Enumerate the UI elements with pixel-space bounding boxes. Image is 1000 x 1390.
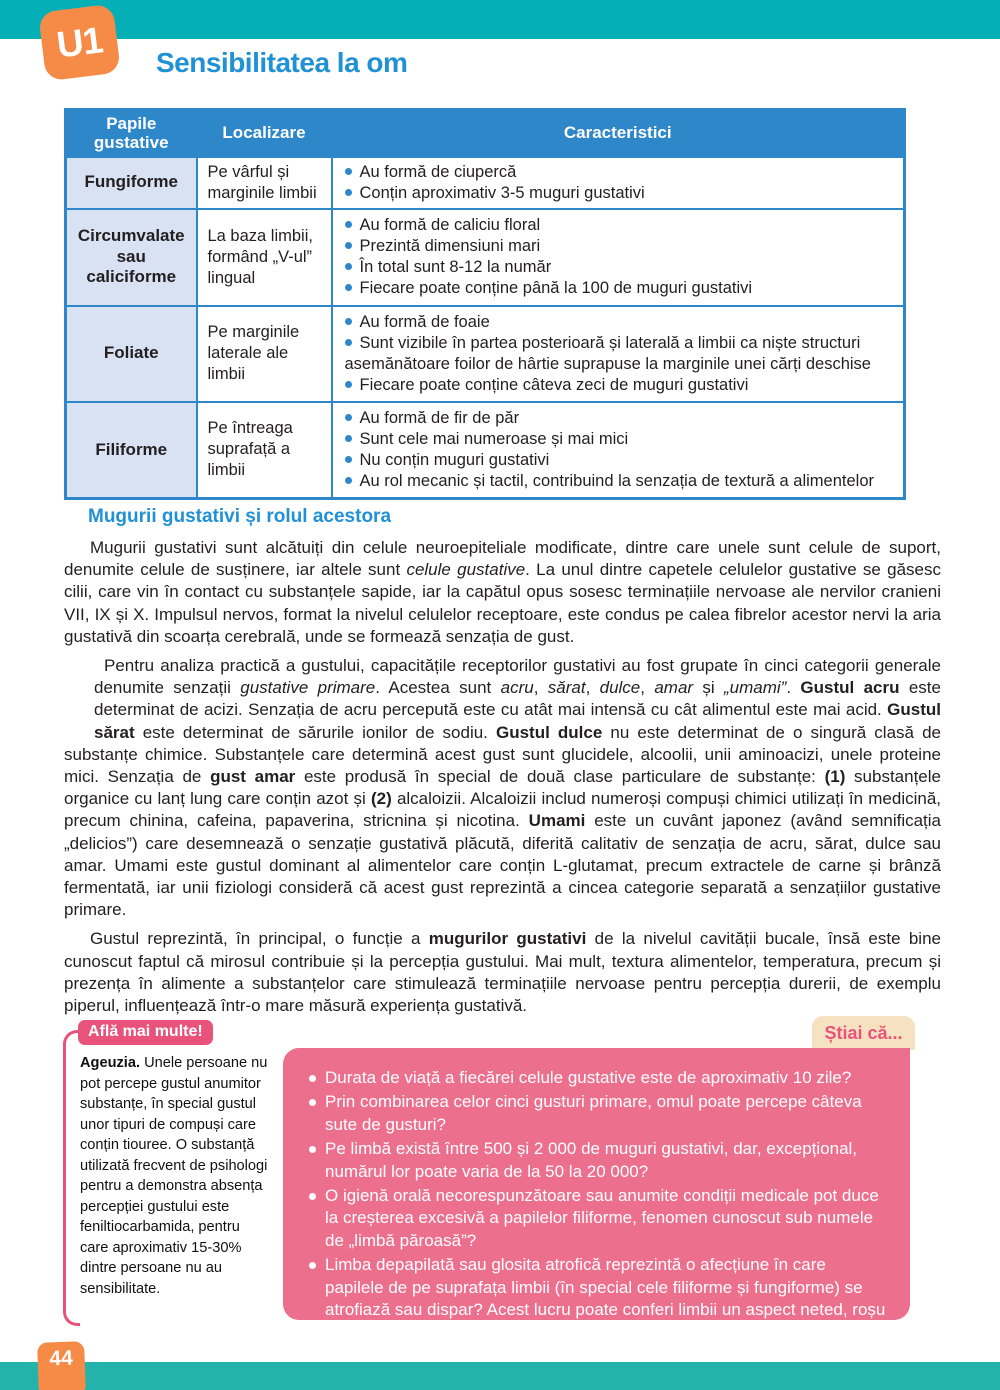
papilla-characteristics: [332, 209, 905, 306]
text-run: este determinat de sărurile ionilor de sodiu.: [134, 722, 496, 742]
characteristic-item: Au formă de caliciu floral: [345, 215, 892, 236]
text-run: Pentru analiza practică a gustului, capacitățile receptorilor gustativi au fost grupate în cinci categorii generale denumite senzații: [94, 656, 941, 698]
text-run: ,: [585, 678, 600, 698]
papillae-table: [64, 108, 906, 500]
characteristic-item: Prezintă dimensiuni mari: [345, 236, 892, 257]
characteristic-item: Au formă de foaie: [345, 312, 892, 333]
unit-badge-label: U1: [54, 18, 105, 66]
italic-text: dulce: [599, 678, 641, 698]
learn-more-body: Unele persoane nu pot percepe gustul anumitor substanțe, în special gustul unor tipuri de compuși care conțin tiouree. O substanță utilizată frecvent de psihologi pentru a demonstra absența percepției gustului este feniltiocarbamida, pentru care aproximativ 15-30% dintre persoane nu au sensibilitate.: [80, 1055, 268, 1297]
papilla-characteristics: [332, 306, 905, 402]
bold-text: gust amar: [210, 767, 296, 787]
text-run: Mugurii gustativi sunt alcătuiți din celule neuroepiteliale modificate, dintre care unele sunt celule de suport, denumite celule de susținere, iar altele sunt: [64, 538, 941, 580]
did-you-know-item: O igienă orală necorespunzătoare sau anumite condiții medicale pot duce la creșterea excesivă a papilelor filiforme, fenomen cunoscut sub numele de „limbă păroasă”?: [307, 1185, 886, 1252]
bold-text: mugurilor gustativi: [428, 929, 587, 949]
papilla-location: La baza limbii, formând „V-ul” lingual: [197, 209, 332, 306]
page-number: 44: [49, 1346, 74, 1371]
column-header-1: Localizare: [197, 110, 332, 157]
papilla-name: Foliate: [66, 306, 197, 402]
papilla-characteristics: [332, 402, 905, 499]
italic-text: acru: [500, 678, 534, 698]
characteristic-item: Nu conțin muguri gustativi: [345, 450, 892, 471]
did-you-know-list: [307, 1067, 886, 1344]
text-run: și: [693, 678, 725, 698]
did-you-know-label: Știai că...: [824, 1022, 903, 1043]
text-run: nu este determinat de o singură clasă de substanțe chimice. Substanțele care determină acest gust sunt glucidele, alcoolii, unii aminoacizi, unele proteine mici. Senzația de: [64, 722, 941, 787]
text-run: .: [786, 678, 801, 698]
italic-text: „umami”: [724, 678, 787, 698]
text-run: . Acestea sunt: [375, 678, 501, 698]
table-row: [66, 157, 905, 209]
top-teal-band: [0, 0, 1000, 39]
table-row: [66, 402, 905, 499]
body-text: [64, 537, 941, 1024]
did-you-know-item: Pe limbă există între 500 și 2 000 de muguri gustativi, dar, excepțional, numărul lor poate varia de la 50 la 20 000?: [307, 1138, 886, 1183]
learn-more-bracket-line: [63, 1030, 80, 1326]
characteristic-item: Sunt cele mai numeroase și mai mici: [345, 429, 892, 450]
column-header-2: Caracteristici: [332, 110, 905, 157]
papilla-location: Pe întreaga suprafață a limbii: [197, 402, 332, 499]
characteristic-item: Conțin aproximativ 3-5 muguri gustativi: [345, 183, 892, 204]
bold-text: Gustul sărat: [94, 700, 941, 742]
characteristic-item: Au formă de ciupercă: [345, 162, 892, 183]
italic-text: sărat: [547, 678, 586, 698]
bottom-teal-band: [0, 1362, 1000, 1390]
unit-badge: [38, 4, 121, 82]
page-number-badge: [37, 1341, 86, 1390]
characteristic-item: Au rol mecanic și tactil, contribuind la senzația de textură a alimentelor: [345, 471, 892, 492]
italic-text: amar: [654, 678, 694, 698]
bold-text: Gustul dulce: [495, 722, 603, 742]
characteristic-item: Sunt vizibile în partea posterioară și laterală a limbii ca niște structuri asemănătoare foilor de hârtie suprapuse la marginile unei cărți deschise: [345, 333, 892, 375]
characteristic-item: Fiecare poate conține până la 100 de muguri gustativi: [345, 278, 892, 299]
paragraph-2-text: [64, 656, 941, 919]
table-row: [66, 209, 905, 306]
paragraph-1-text: [64, 538, 941, 646]
bold-text: (1): [824, 767, 846, 787]
paragraph-3: [64, 928, 941, 1017]
papillae-table-body: [66, 157, 905, 499]
papillae-table-head: [66, 110, 905, 157]
did-you-know-item: Limba depapilată sau glosita atrofică reprezintă o afecțiune în care papilele de pe suprafața limbii (în special cele filiforme și fungiforme) se atrofiază sau dispar? Acest lucru poate conferi limbii un aspect neted, roșu și lucios.: [307, 1254, 886, 1344]
italic-text: gustative primare: [240, 678, 376, 698]
characteristic-item: Fiecare poate conține câteva zeci de muguri gustativi: [345, 375, 892, 396]
page-title: Sensibilitatea la om: [156, 47, 408, 78]
text-run: este determinat de acizi. Senzația de acru percepută este cu atât mai intensă cu cât alimentul este mai acid.: [94, 678, 941, 720]
bold-text: Umami: [528, 811, 586, 831]
papilla-name: Fungiforme: [66, 157, 197, 209]
did-you-know-box: [283, 1048, 910, 1342]
paragraph-3-text: [64, 929, 941, 1015]
table-row: [66, 306, 905, 402]
text-run: ,: [533, 678, 548, 698]
did-you-know-item: Durata de viață a fiecărei celule gustative este de aproximativ 10 zile?: [307, 1067, 886, 1089]
text-run: . La unul dintre capetele celulelor gustative se găsesc cilii, care vin în contact cu substanțele sapide, iar la capătul opus sosesc terminațiile nervoase ale nervilor cranieni VII, IX și X. Impulsul nervos, format la nivelul celulelor receptoare, este condus pe calea fibrelor acestor nervi la aria gustativă din scoarța cerebrală, unde se formează senzația de gust.: [64, 560, 941, 646]
text-run: este un cuvânt japonez (având semnificația „delicios”) care desemnează o senzație gustativă plăcută, diferită calitativ de senzația de acru, sărat, dulce sau amar. Umami este gustul dominant al alimentelor care conțin L-glutamat, precum extractele de carne și brânză fermentată, iar unii fiziologi consideră că acest gust reprezintă a cincea categorie separată a senzațiilor gustative primare.: [64, 811, 941, 920]
papilla-name: Circumvalate sau caliciforme: [66, 209, 197, 306]
papilla-characteristics: [332, 157, 905, 209]
did-you-know-item: Prin combinarea celor cinci gusturi primare, omul poate percepe câteva sute de gusturi?: [307, 1091, 886, 1136]
learn-more-lead: Ageuzia.: [80, 1055, 145, 1071]
papilla-location: Pe marginile laterale ale limbii: [197, 306, 332, 402]
text-run: ,: [640, 678, 655, 698]
text-run: Gustul reprezintă, în principal, o funcție a: [90, 929, 429, 949]
indent-spacer: [64, 655, 94, 722]
papilla-name: Filiforme: [66, 402, 197, 499]
learn-more-text: [80, 1053, 272, 1299]
text-run: alcaloizii. Alcaloizii includ numeroși compuși chimici utilizați în medicină, precum chinina, cafeina, papaverina, stricnina și nicotina.: [64, 789, 942, 831]
column-header-0: Papile gustative: [66, 110, 197, 157]
characteristic-item: În total sunt 8-12 la număr: [345, 257, 892, 278]
bold-text: (2): [370, 789, 392, 809]
learn-more-label: Află mai multe!: [78, 1020, 213, 1045]
characteristic-item: Au formă de fir de păr: [345, 408, 892, 429]
paragraph-1: [64, 537, 941, 648]
table-header-row: [66, 110, 905, 157]
text-run: substanțele organice cu lanț lung care conțin azot și: [64, 767, 941, 809]
did-you-know-tab: [812, 1016, 915, 1050]
text-run: este produsă în special de două clase particulare de substanțe:: [295, 767, 825, 787]
paragraph-2: [64, 655, 941, 921]
papilla-location: Pe vârful și marginile limbii: [197, 157, 332, 209]
bold-text: Gustul acru: [800, 678, 900, 698]
italic-text: celule gustative: [406, 560, 526, 580]
text-run: de la nivelul cavității bucale, însă este bine cunoscut faptul că mirosul contribuie și la percepția gustului. Mai mult, textura alimentelor, temperatura, precum și prezența în alimente a substanțelor care stimulează terminațiile nervoase pentru percepția durerii, de exemplu piperul, influențează într-o mare măsură experiența gustativă.: [64, 929, 941, 1016]
section-heading: Mugurii gustativi și rolul acestora: [88, 506, 392, 527]
